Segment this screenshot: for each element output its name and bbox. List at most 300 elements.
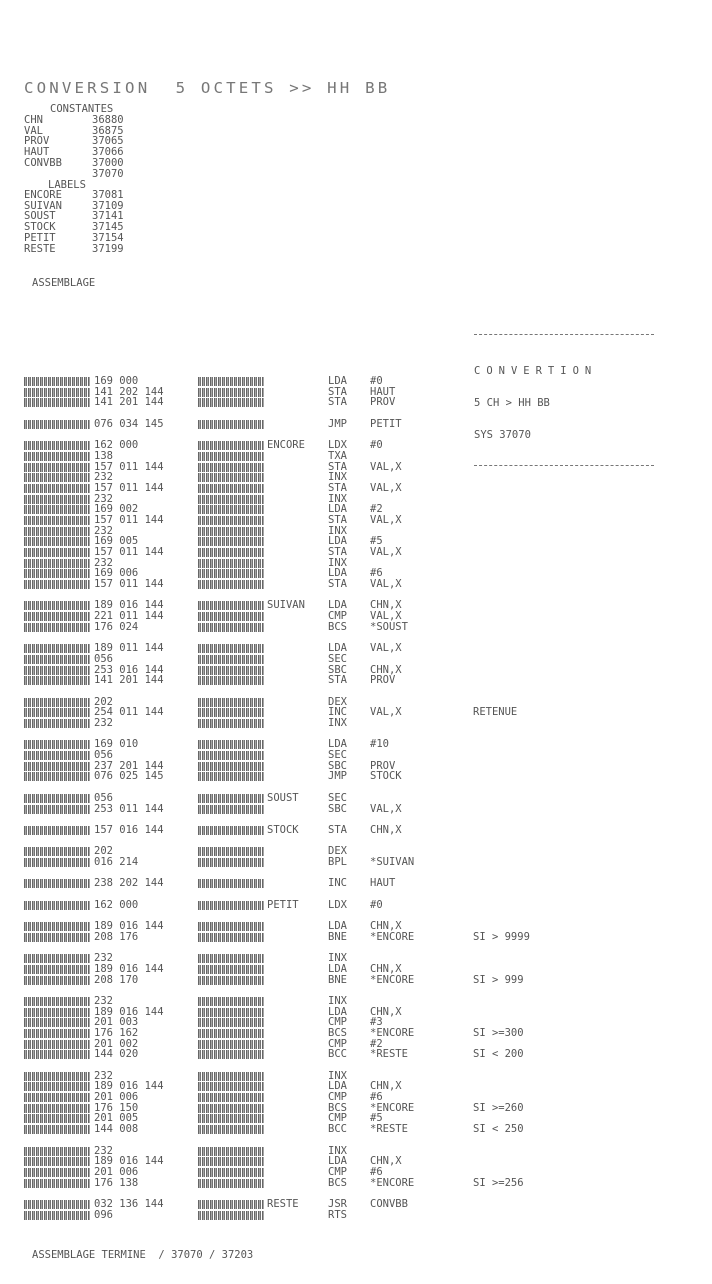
constant-name: VAL <box>24 124 43 137</box>
machine-bytes: 169 010 <box>94 738 139 751</box>
machine-bytes: 253 011 144 <box>94 802 164 815</box>
hex-glyphs <box>198 452 264 461</box>
hex-glyphs <box>198 740 264 749</box>
opcode: STA <box>328 513 347 526</box>
machine-bytes: 056 <box>94 749 113 762</box>
operand: *SUIVAN <box>370 855 415 868</box>
hex-glyphs <box>198 505 264 514</box>
address-glyphs <box>24 623 90 632</box>
opcode: LDA <box>328 375 347 387</box>
opcode: STA <box>328 674 347 687</box>
machine-bytes: 189 016 144 <box>94 1080 164 1093</box>
hex-glyphs <box>198 676 264 685</box>
hex-glyphs <box>198 516 264 525</box>
opcode: DEX <box>328 845 347 858</box>
label-value: 37109 <box>92 199 124 212</box>
constant-value: 37070 <box>92 167 124 180</box>
hex-glyphs <box>198 644 264 653</box>
opcode: INC <box>328 706 347 719</box>
hex-glyphs <box>198 1104 264 1113</box>
hex-glyphs <box>198 569 264 578</box>
machine-bytes: 056 <box>94 652 113 665</box>
operand: PETIT <box>370 417 402 430</box>
address-glyphs <box>24 537 90 546</box>
operand: #10 <box>370 738 389 751</box>
operand: #0 <box>370 375 383 387</box>
opcode: CMP <box>328 1016 347 1029</box>
address-glyphs <box>24 826 90 835</box>
constant-name: CONVBB <box>24 156 62 169</box>
label-value: 37145 <box>92 221 124 234</box>
opcode: CMP <box>328 1112 347 1125</box>
address-glyphs <box>24 644 90 653</box>
machine-bytes: 076 034 145 <box>94 417 164 430</box>
address-glyphs <box>24 1211 90 1220</box>
machine-bytes: 157 011 144 <box>94 578 164 591</box>
machine-bytes: 189 011 144 <box>94 642 164 655</box>
operand: #3 <box>370 1016 383 1029</box>
label-value: 37141 <box>92 210 124 223</box>
opcode: TXA <box>328 449 347 462</box>
labels-header: LABELS <box>48 179 86 191</box>
opcode: BCS <box>328 1101 347 1114</box>
constant-row <box>24 158 124 169</box>
hex-glyphs <box>198 933 264 942</box>
opcode: BCS <box>328 1026 347 1039</box>
address-glyphs <box>24 719 90 728</box>
machine-bytes: 076 025 145 <box>94 770 164 783</box>
address-glyphs <box>24 527 90 536</box>
label-name: PETIT <box>24 231 56 244</box>
operand: #2 <box>370 503 383 516</box>
comment: SI < 200 <box>473 1048 524 1061</box>
operand: STOCK <box>370 770 402 783</box>
address-glyphs <box>24 388 90 397</box>
opcode: RTS <box>328 1208 347 1221</box>
hex-glyphs <box>198 495 264 504</box>
address-glyphs <box>24 1093 90 1102</box>
machine-bytes: 162 000 <box>94 898 139 911</box>
hex-glyphs <box>198 751 264 760</box>
hex-glyphs <box>198 1168 264 1177</box>
opcode: BNE <box>328 973 347 986</box>
hex-glyphs <box>198 1147 264 1156</box>
machine-bytes: 157 011 144 <box>94 481 164 494</box>
constant-value: 37065 <box>92 135 124 148</box>
operand: #6 <box>370 567 383 580</box>
code-label: ENCORE <box>267 439 305 452</box>
address-glyphs <box>24 794 90 803</box>
operand: CHN,X <box>370 1080 402 1093</box>
machine-bytes: 232 <box>94 471 113 484</box>
operand: *SOUST <box>370 620 408 633</box>
operand: #6 <box>370 1165 383 1178</box>
address-glyphs <box>24 922 90 931</box>
opcode: SBC <box>328 759 347 772</box>
operand: PROV <box>370 674 396 687</box>
machine-bytes: 157 011 144 <box>94 460 164 473</box>
hex-glyphs <box>198 901 264 910</box>
hex-glyphs <box>198 1114 264 1123</box>
operand: *ENCORE <box>370 973 415 986</box>
comment: SI >=256 <box>473 1176 524 1189</box>
hex-glyphs <box>198 1200 264 1209</box>
machine-bytes: 201 003 <box>94 1016 139 1029</box>
machine-bytes: 169 005 <box>94 535 139 548</box>
code-label: PETIT <box>267 898 299 911</box>
address-glyphs <box>24 772 90 781</box>
address-glyphs <box>24 847 90 856</box>
assembly-footer: ASSEMBLAGE TERMINE / 37070 / 37203 <box>32 1249 254 1261</box>
machine-bytes: 232 <box>94 717 113 729</box>
document-title: CONVERSION 5 OCTETS >> HH BB <box>24 79 391 97</box>
operand: VAL,X <box>370 610 402 623</box>
address-glyphs <box>24 484 90 493</box>
operand: HAUT <box>370 877 396 890</box>
operand: VAL,X <box>370 642 402 655</box>
machine-bytes: 232 <box>94 1069 113 1082</box>
address-glyphs <box>24 1179 90 1188</box>
label-name: ENCORE <box>24 189 62 201</box>
operand: #0 <box>370 898 383 911</box>
address-glyphs <box>24 569 90 578</box>
operand: CHN,X <box>370 920 402 933</box>
hex-glyphs <box>198 708 264 717</box>
comment: SI >=260 <box>473 1101 524 1114</box>
address-glyphs <box>24 463 90 472</box>
opcode: LDA <box>328 567 347 580</box>
operand: HAUT <box>370 385 396 398</box>
address-glyphs <box>24 858 90 867</box>
machine-bytes: 141 202 144 <box>94 385 164 398</box>
hex-glyphs <box>198 879 264 888</box>
operand: *ENCORE <box>370 930 415 943</box>
opcode: INX <box>328 717 347 729</box>
code-label: RESTE <box>267 1197 299 1210</box>
machine-bytes: 189 016 144 <box>94 920 164 933</box>
opcode: STA <box>328 385 347 398</box>
hex-glyphs <box>198 666 264 675</box>
opcode: SEC <box>328 791 347 804</box>
opcode: BCS <box>328 620 347 633</box>
hex-glyphs <box>198 858 264 867</box>
assembly-header: ASSEMBLAGE <box>32 277 96 289</box>
hex-glyphs <box>198 473 264 482</box>
address-glyphs <box>24 1072 90 1081</box>
hex-glyphs <box>198 1093 264 1102</box>
operand: CHN,X <box>370 823 402 836</box>
machine-bytes: 189 016 144 <box>94 599 164 612</box>
hex-glyphs <box>198 805 264 814</box>
opcode: CMP <box>328 1037 347 1050</box>
opcode: INC <box>328 877 347 890</box>
address-glyphs <box>24 965 90 974</box>
opcode: BPL <box>328 855 347 868</box>
hex-glyphs <box>198 794 264 803</box>
machine-bytes: 157 011 144 <box>94 546 164 558</box>
operand: *RESTE <box>370 1123 408 1136</box>
operand: #5 <box>370 1112 383 1125</box>
operand: PROV <box>370 759 396 772</box>
address-glyphs <box>24 612 90 621</box>
machine-bytes: 237 201 144 <box>94 759 164 772</box>
hex-glyphs <box>198 1050 264 1059</box>
code-label: SOUST <box>267 791 299 804</box>
operand: VAL,X <box>370 481 402 494</box>
hex-glyphs <box>198 420 264 429</box>
opcode: LDA <box>328 962 347 975</box>
address-glyphs <box>24 655 90 664</box>
info-box <box>474 313 654 477</box>
hex-glyphs <box>198 527 264 536</box>
machine-bytes: 176 162 <box>94 1026 139 1039</box>
operand: *RESTE <box>370 1048 408 1061</box>
constants-table <box>24 115 124 179</box>
machine-bytes: 208 170 <box>94 973 139 986</box>
label-name: SUIVAN <box>24 199 62 212</box>
machine-bytes: 162 000 <box>94 439 139 452</box>
constant-value: 37066 <box>92 146 124 159</box>
opcode: INX <box>328 492 347 505</box>
hex-glyphs <box>198 965 264 974</box>
machine-bytes: 232 <box>94 492 113 505</box>
opcode: CMP <box>328 1091 347 1104</box>
constants-header: CONSTANTES <box>50 103 114 115</box>
opcode: JMP <box>328 770 347 783</box>
labels-table <box>24 190 124 254</box>
hex-glyphs <box>198 537 264 546</box>
code-label: SUIVAN <box>267 599 305 612</box>
hex-glyphs <box>198 1029 264 1038</box>
address-glyphs <box>24 901 90 910</box>
hex-glyphs <box>198 772 264 781</box>
hex-glyphs <box>198 377 264 386</box>
opcode: JSR <box>328 1197 347 1210</box>
address-glyphs <box>24 997 90 1006</box>
machine-bytes: 221 011 144 <box>94 610 164 623</box>
opcode: SBC <box>328 802 347 815</box>
code-label: STOCK <box>267 823 299 836</box>
machine-bytes: 201 002 <box>94 1037 139 1050</box>
hex-glyphs <box>198 719 264 728</box>
machine-bytes: 232 <box>94 1144 113 1157</box>
constant-value: 36875 <box>92 124 124 137</box>
info-box-line3: SYS 37070 <box>474 429 531 442</box>
hex-glyphs <box>198 623 264 632</box>
address-glyphs <box>24 505 90 514</box>
address-glyphs <box>24 580 90 589</box>
machine-bytes: 016 214 <box>94 855 139 868</box>
opcode: LDX <box>328 439 347 452</box>
hex-glyphs <box>198 484 264 493</box>
hex-glyphs <box>198 1018 264 1027</box>
address-glyphs <box>24 441 90 450</box>
machine-bytes: 254 011 144 <box>94 706 164 719</box>
machine-bytes: 208 176 <box>94 930 139 943</box>
operand: CHN,X <box>370 663 402 676</box>
address-glyphs <box>24 559 90 568</box>
address-glyphs <box>24 1114 90 1123</box>
opcode: STA <box>328 481 347 494</box>
operand: *ENCORE <box>370 1101 415 1114</box>
opcode: BCS <box>328 1176 347 1189</box>
opcode: STA <box>328 396 347 409</box>
label-row <box>24 233 124 244</box>
machine-bytes: 056 <box>94 791 113 804</box>
hex-glyphs <box>198 559 264 568</box>
operand: VAL,X <box>370 546 402 558</box>
opcode: LDA <box>328 503 347 516</box>
address-glyphs <box>24 1157 90 1166</box>
label-value: 37199 <box>92 242 124 255</box>
operand: CHN,X <box>370 962 402 975</box>
hex-glyphs <box>198 826 264 835</box>
machine-bytes: 157 016 144 <box>94 823 164 836</box>
comment: SI >=300 <box>473 1026 524 1039</box>
hex-glyphs <box>198 762 264 771</box>
label-name: RESTE <box>24 242 56 255</box>
opcode: LDA <box>328 1080 347 1093</box>
address-glyphs <box>24 1040 90 1049</box>
opcode: CMP <box>328 1165 347 1178</box>
constant-name <box>24 169 92 180</box>
address-glyphs <box>24 473 90 482</box>
opcode: LDA <box>328 599 347 612</box>
address-glyphs <box>24 666 90 675</box>
label-row <box>24 244 124 255</box>
opcode: STA <box>328 546 347 558</box>
hex-glyphs <box>198 1125 264 1134</box>
hex-glyphs <box>198 1157 264 1166</box>
address-glyphs <box>24 751 90 760</box>
opcode: STA <box>328 460 347 473</box>
address-glyphs <box>24 601 90 610</box>
opcode: INX <box>328 1069 347 1082</box>
opcode: SBC <box>328 663 347 676</box>
hex-glyphs <box>198 1179 264 1188</box>
constant-name: CHN <box>24 114 43 126</box>
machine-bytes: 096 <box>94 1208 113 1221</box>
address-glyphs <box>24 1168 90 1177</box>
operand: #6 <box>370 1091 383 1104</box>
machine-bytes: 141 201 144 <box>94 396 164 409</box>
opcode: INX <box>328 524 347 537</box>
constant-value: 36880 <box>92 114 124 126</box>
address-glyphs <box>24 516 90 525</box>
machine-bytes: 157 011 144 <box>94 513 164 526</box>
hex-glyphs <box>198 548 264 557</box>
opcode: SEC <box>328 652 347 665</box>
machine-bytes: 169 000 <box>94 375 139 387</box>
operand: *ENCORE <box>370 1176 415 1189</box>
address-glyphs <box>24 805 90 814</box>
address-glyphs <box>24 377 90 386</box>
machine-bytes: 232 <box>94 994 113 1007</box>
operand: CHN,X <box>370 1005 402 1018</box>
opcode: LDX <box>328 898 347 911</box>
info-box-bottom-rule <box>474 465 654 466</box>
machine-bytes: 169 002 <box>94 503 139 516</box>
hex-glyphs <box>198 997 264 1006</box>
comment: SI < 250 <box>473 1123 524 1136</box>
opcode: CMP <box>328 610 347 623</box>
info-box-line2: 5 CH > HH BB <box>474 396 550 409</box>
address-glyphs <box>24 1029 90 1038</box>
hex-glyphs <box>198 463 264 472</box>
info-box-line1: CONVERTION <box>474 364 598 377</box>
machine-bytes: 253 016 144 <box>94 663 164 676</box>
operand: CHN,X <box>370 599 402 612</box>
machine-bytes: 232 <box>94 524 113 537</box>
hex-glyphs <box>198 601 264 610</box>
machine-bytes: 141 201 144 <box>94 674 164 687</box>
operand: VAL,X <box>370 706 402 719</box>
hex-glyphs <box>198 1072 264 1081</box>
machine-bytes: 189 016 144 <box>94 1155 164 1168</box>
opcode: BNE <box>328 930 347 943</box>
address-glyphs <box>24 452 90 461</box>
hex-glyphs <box>198 698 264 707</box>
opcode: LDA <box>328 642 347 655</box>
info-box-top-rule <box>474 334 654 335</box>
address-glyphs <box>24 1008 90 1017</box>
label-value: 37154 <box>92 231 124 244</box>
address-glyphs <box>24 1125 90 1134</box>
comment: SI > 999 <box>473 973 524 986</box>
hex-glyphs <box>198 655 264 664</box>
address-glyphs <box>24 548 90 557</box>
constant-value: 37000 <box>92 156 124 169</box>
hex-glyphs <box>198 847 264 856</box>
address-glyphs <box>24 762 90 771</box>
constant-row <box>24 169 124 180</box>
opcode: LDA <box>328 1005 347 1018</box>
hex-glyphs <box>198 580 264 589</box>
hex-glyphs <box>198 1040 264 1049</box>
address-glyphs <box>24 1104 90 1113</box>
machine-bytes: 176 024 <box>94 620 139 633</box>
machine-bytes: 232 <box>94 556 113 569</box>
machine-bytes: 189 016 144 <box>94 962 164 975</box>
opcode: INX <box>328 994 347 1007</box>
comment: SI > 9999 <box>473 930 530 943</box>
hex-glyphs <box>198 1008 264 1017</box>
machine-bytes: 032 136 144 <box>94 1197 164 1210</box>
operand: CONVBB <box>370 1197 408 1210</box>
hex-glyphs <box>198 1211 264 1220</box>
label-name: SOUST <box>24 210 56 223</box>
address-glyphs <box>24 879 90 888</box>
operand: CHN,X <box>370 1155 402 1168</box>
hex-glyphs <box>198 1082 264 1091</box>
opcode: STA <box>328 578 347 591</box>
machine-bytes: 189 016 144 <box>94 1005 164 1018</box>
opcode: LDA <box>328 1155 347 1168</box>
machine-bytes: 144 020 <box>94 1048 139 1061</box>
opcode: LDA <box>328 738 347 751</box>
opcode: BCC <box>328 1123 347 1136</box>
opcode: SEC <box>328 749 347 762</box>
address-glyphs <box>24 398 90 407</box>
label-value: 37081 <box>92 189 124 201</box>
hex-glyphs <box>198 954 264 963</box>
opcode: LDA <box>328 535 347 548</box>
machine-bytes: 176 138 <box>94 1176 139 1189</box>
operand: PROV <box>370 396 396 409</box>
machine-bytes: 201 006 <box>94 1091 139 1104</box>
opcode: JMP <box>328 417 347 430</box>
opcode: INX <box>328 556 347 569</box>
